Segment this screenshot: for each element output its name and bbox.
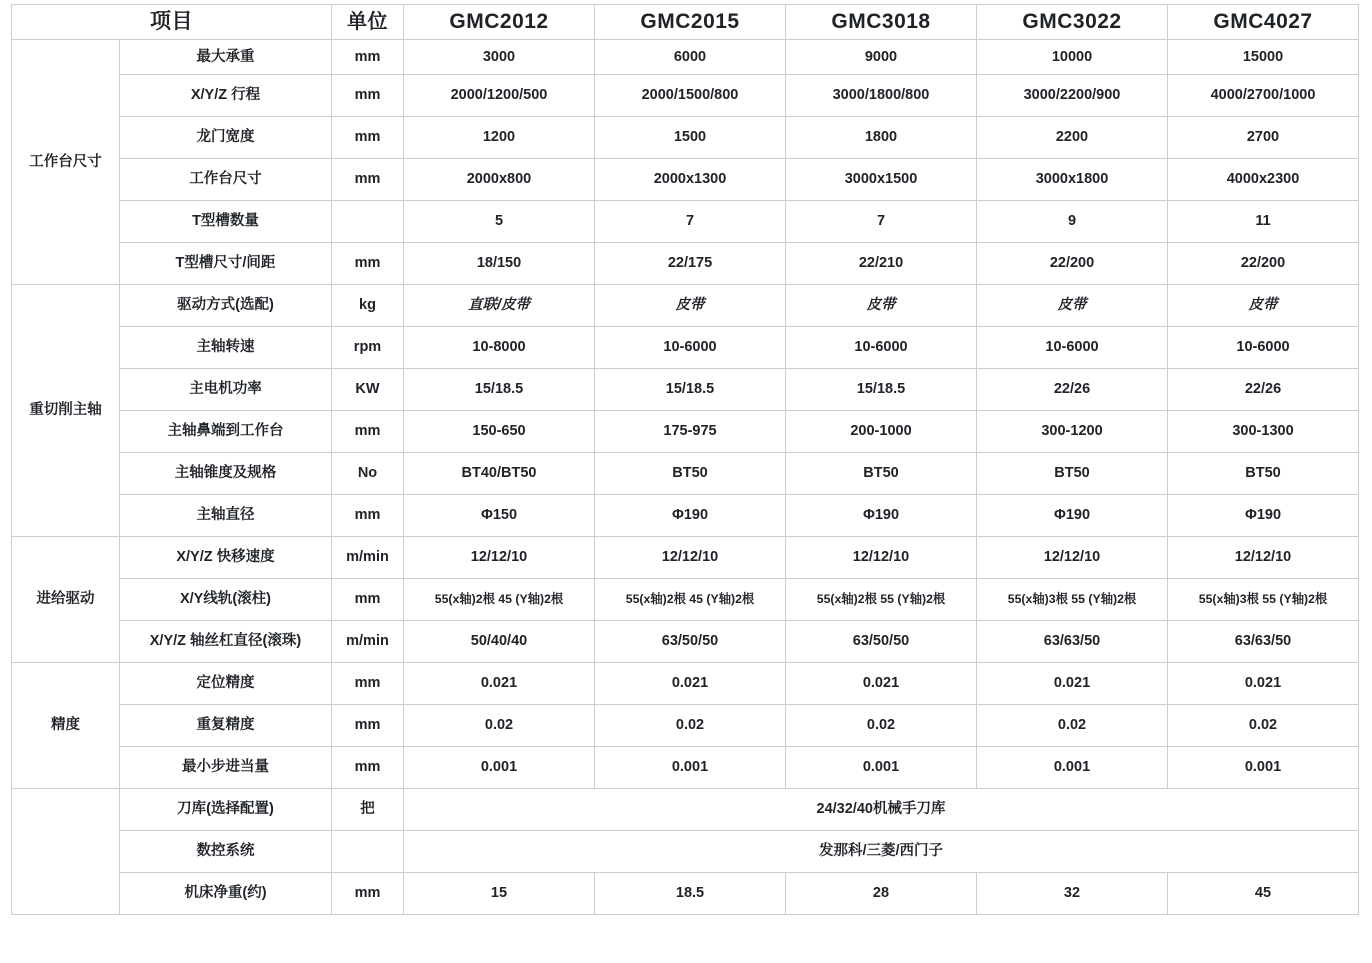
table-row xyxy=(12,411,1359,453)
cell-value: 50/40/40 xyxy=(404,621,595,663)
cell-value: 10-6000 xyxy=(977,327,1168,369)
cell-value: 0.001 xyxy=(977,747,1168,789)
cell-value: 55(x轴)3根 55 (Y轴)2根 xyxy=(977,579,1168,621)
cell-value: 45 xyxy=(1168,873,1359,915)
cell-value: 22/26 xyxy=(977,369,1168,411)
table-row xyxy=(12,831,1359,873)
cell-value: 7 xyxy=(595,201,786,243)
cell-value: 10-6000 xyxy=(786,327,977,369)
row-label: 主轴锥度及规格 xyxy=(120,453,332,495)
row-label: 重复精度 xyxy=(120,705,332,747)
cell-value: 12/12/10 xyxy=(404,537,595,579)
row-unit: mm xyxy=(332,579,404,621)
cell-value: 0.02 xyxy=(786,705,977,747)
row-unit: m/min xyxy=(332,621,404,663)
cell-value: BT50 xyxy=(595,453,786,495)
cell-value: 15/18.5 xyxy=(595,369,786,411)
row-label: 主轴鼻端到工作台 xyxy=(120,411,332,453)
table-row xyxy=(12,75,1359,117)
cell-value: Φ150 xyxy=(404,495,595,537)
row-label: 工作台尺寸 xyxy=(120,159,332,201)
column-header-gmc2015: GMC2015 xyxy=(595,5,786,40)
cell-value: 55(x轴)3根 55 (Y轴)2根 xyxy=(1168,579,1359,621)
cell-value: 12/12/10 xyxy=(977,537,1168,579)
table-row xyxy=(12,159,1359,201)
row-label: 主轴转速 xyxy=(120,327,332,369)
cell-value: BT50 xyxy=(786,453,977,495)
cell-value: 9000 xyxy=(786,40,977,75)
row-unit: mm xyxy=(332,495,404,537)
column-header-gmc4027: GMC4027 xyxy=(1168,5,1359,40)
cell-value: 6000 xyxy=(595,40,786,75)
row-unit: rpm xyxy=(332,327,404,369)
cell-value: 175-975 xyxy=(595,411,786,453)
row-label: 刀库(选择配置) xyxy=(120,789,332,831)
cell-value: Φ190 xyxy=(595,495,786,537)
row-label: X/Y线轨(滚柱) xyxy=(120,579,332,621)
group-label-worktable: 工作台尺寸 xyxy=(12,40,120,285)
cell-value: 18.5 xyxy=(595,873,786,915)
table-row xyxy=(12,327,1359,369)
cell-value: 63/50/50 xyxy=(786,621,977,663)
cell-value: 63/63/50 xyxy=(977,621,1168,663)
table-row xyxy=(12,285,1359,327)
row-unit: mm xyxy=(332,747,404,789)
table-header xyxy=(12,5,1359,40)
cell-value: 4000/2700/1000 xyxy=(1168,75,1359,117)
cell-value: 0.02 xyxy=(977,705,1168,747)
column-header-item: 项目 xyxy=(12,5,332,40)
cell-value: 0.021 xyxy=(977,663,1168,705)
cell-value: 63/63/50 xyxy=(1168,621,1359,663)
cell-value: 1500 xyxy=(595,117,786,159)
cell-value: 0.02 xyxy=(404,705,595,747)
cell-value: BT50 xyxy=(977,453,1168,495)
cell-value: 2000x800 xyxy=(404,159,595,201)
cell-value: 2700 xyxy=(1168,117,1359,159)
table-row xyxy=(12,40,1359,75)
cell-value: 0.001 xyxy=(786,747,977,789)
cell-value: BT40/BT50 xyxy=(404,453,595,495)
cell-value: 2000x1300 xyxy=(595,159,786,201)
column-header-gmc3022: GMC3022 xyxy=(977,5,1168,40)
cell-value: 10-6000 xyxy=(1168,327,1359,369)
cell-value-spanned: 24/32/40机械手刀库 xyxy=(404,789,1359,831)
cell-value: 200-1000 xyxy=(786,411,977,453)
row-label: T型槽数量 xyxy=(120,201,332,243)
row-label: T型槽尺寸/间距 xyxy=(120,243,332,285)
row-label: X/Y/Z 轴丝杠直径(滚珠) xyxy=(120,621,332,663)
cell-value: 0.021 xyxy=(786,663,977,705)
table-row xyxy=(12,537,1359,579)
row-unit: m/min xyxy=(332,537,404,579)
cell-value: 1200 xyxy=(404,117,595,159)
cell-value: 直联/皮带 xyxy=(404,285,595,327)
group-label-empty xyxy=(12,789,120,915)
cell-value: 2000/1200/500 xyxy=(404,75,595,117)
table-row xyxy=(12,705,1359,747)
cell-value: 55(x轴)2根 45 (Y轴)2根 xyxy=(404,579,595,621)
row-unit: kg xyxy=(332,285,404,327)
group-label-feed-drive: 进给驱动 xyxy=(12,537,120,663)
row-label: X/Y/Z 行程 xyxy=(120,75,332,117)
cell-value: Φ190 xyxy=(1168,495,1359,537)
row-unit: mm xyxy=(332,411,404,453)
cell-value: 15000 xyxy=(1168,40,1359,75)
group-label-spindle: 重切削主轴 xyxy=(12,285,120,537)
cell-value: 22/26 xyxy=(1168,369,1359,411)
cell-value: 3000x1800 xyxy=(977,159,1168,201)
cell-value: 18/150 xyxy=(404,243,595,285)
spec-sheet xyxy=(11,0,1361,915)
cell-value: 4000x2300 xyxy=(1168,159,1359,201)
cell-value: 2200 xyxy=(977,117,1168,159)
cell-value: 皮带 xyxy=(786,285,977,327)
cell-value: 3000x1500 xyxy=(786,159,977,201)
row-label: 最大承重 xyxy=(120,40,332,75)
cell-value: 12/12/10 xyxy=(595,537,786,579)
row-label: 主电机功率 xyxy=(120,369,332,411)
row-label: X/Y/Z 快移速度 xyxy=(120,537,332,579)
cell-value: 11 xyxy=(1168,201,1359,243)
table-row xyxy=(12,243,1359,285)
group-label-accuracy: 精度 xyxy=(12,663,120,789)
table-row xyxy=(12,663,1359,705)
cell-value: 300-1300 xyxy=(1168,411,1359,453)
row-unit: mm xyxy=(332,243,404,285)
cell-value: 12/12/10 xyxy=(786,537,977,579)
row-label: 机床净重(约) xyxy=(120,873,332,915)
cell-value: 3000/1800/800 xyxy=(786,75,977,117)
row-unit: mm xyxy=(332,663,404,705)
cell-value: 皮带 xyxy=(1168,285,1359,327)
row-unit xyxy=(332,201,404,243)
row-unit: mm xyxy=(332,75,404,117)
specification-table xyxy=(11,4,1359,915)
cell-value: 15/18.5 xyxy=(404,369,595,411)
cell-value: 1800 xyxy=(786,117,977,159)
cell-value: 5 xyxy=(404,201,595,243)
row-unit: mm xyxy=(332,159,404,201)
cell-value: 0.001 xyxy=(1168,747,1359,789)
cell-value-spanned: 发那科/三菱/西门子 xyxy=(404,831,1359,873)
cell-value: 0.021 xyxy=(404,663,595,705)
row-label: 定位精度 xyxy=(120,663,332,705)
cell-value: 0.001 xyxy=(595,747,786,789)
cell-value: 22/210 xyxy=(786,243,977,285)
header-row xyxy=(12,5,1359,40)
column-header-unit: 单位 xyxy=(332,5,404,40)
column-header-gmc3018: GMC3018 xyxy=(786,5,977,40)
row-label: 驱动方式(选配) xyxy=(120,285,332,327)
cell-value: Φ190 xyxy=(786,495,977,537)
row-label: 最小步进当量 xyxy=(120,747,332,789)
cell-value: 63/50/50 xyxy=(595,621,786,663)
table-row xyxy=(12,873,1359,915)
cell-value: 10-6000 xyxy=(595,327,786,369)
cell-value: 150-650 xyxy=(404,411,595,453)
cell-value: 皮带 xyxy=(977,285,1168,327)
cell-value: 3000 xyxy=(404,40,595,75)
column-header-gmc2012: GMC2012 xyxy=(404,5,595,40)
table-row xyxy=(12,579,1359,621)
cell-value: 0.001 xyxy=(404,747,595,789)
cell-value: 28 xyxy=(786,873,977,915)
table-row xyxy=(12,621,1359,663)
cell-value: 32 xyxy=(977,873,1168,915)
cell-value: 10-8000 xyxy=(404,327,595,369)
cell-value: 皮带 xyxy=(595,285,786,327)
cell-value: 55(x轴)2根 45 (Y轴)2根 xyxy=(595,579,786,621)
cell-value: 9 xyxy=(977,201,1168,243)
table-row xyxy=(12,369,1359,411)
cell-value: 10000 xyxy=(977,40,1168,75)
row-label: 数控系统 xyxy=(120,831,332,873)
cell-value: 0.021 xyxy=(595,663,786,705)
cell-value: 22/200 xyxy=(977,243,1168,285)
row-unit: KW xyxy=(332,369,404,411)
cell-value: 0.02 xyxy=(1168,705,1359,747)
table-row xyxy=(12,117,1359,159)
row-unit: No xyxy=(332,453,404,495)
cell-value: BT50 xyxy=(1168,453,1359,495)
cell-value: 0.02 xyxy=(595,705,786,747)
cell-value: 15/18.5 xyxy=(786,369,977,411)
table-body xyxy=(12,40,1359,915)
table-row xyxy=(12,789,1359,831)
cell-value: 300-1200 xyxy=(977,411,1168,453)
cell-value: 3000/2200/900 xyxy=(977,75,1168,117)
row-unit: mm xyxy=(332,873,404,915)
cell-value: 55(x轴)2根 55 (Y轴)2根 xyxy=(786,579,977,621)
cell-value: 12/12/10 xyxy=(1168,537,1359,579)
row-label: 龙门宽度 xyxy=(120,117,332,159)
row-unit: 把 xyxy=(332,789,404,831)
cell-value: 22/175 xyxy=(595,243,786,285)
table-row xyxy=(12,747,1359,789)
row-unit: mm xyxy=(332,117,404,159)
cell-value: 2000/1500/800 xyxy=(595,75,786,117)
row-unit: mm xyxy=(332,40,404,75)
cell-value: 7 xyxy=(786,201,977,243)
cell-value: Φ190 xyxy=(977,495,1168,537)
row-label: 主轴直径 xyxy=(120,495,332,537)
row-unit xyxy=(332,831,404,873)
table-row xyxy=(12,201,1359,243)
cell-value: 0.021 xyxy=(1168,663,1359,705)
table-row xyxy=(12,453,1359,495)
cell-value: 22/200 xyxy=(1168,243,1359,285)
table-row xyxy=(12,495,1359,537)
row-unit: mm xyxy=(332,705,404,747)
cell-value: 15 xyxy=(404,873,595,915)
